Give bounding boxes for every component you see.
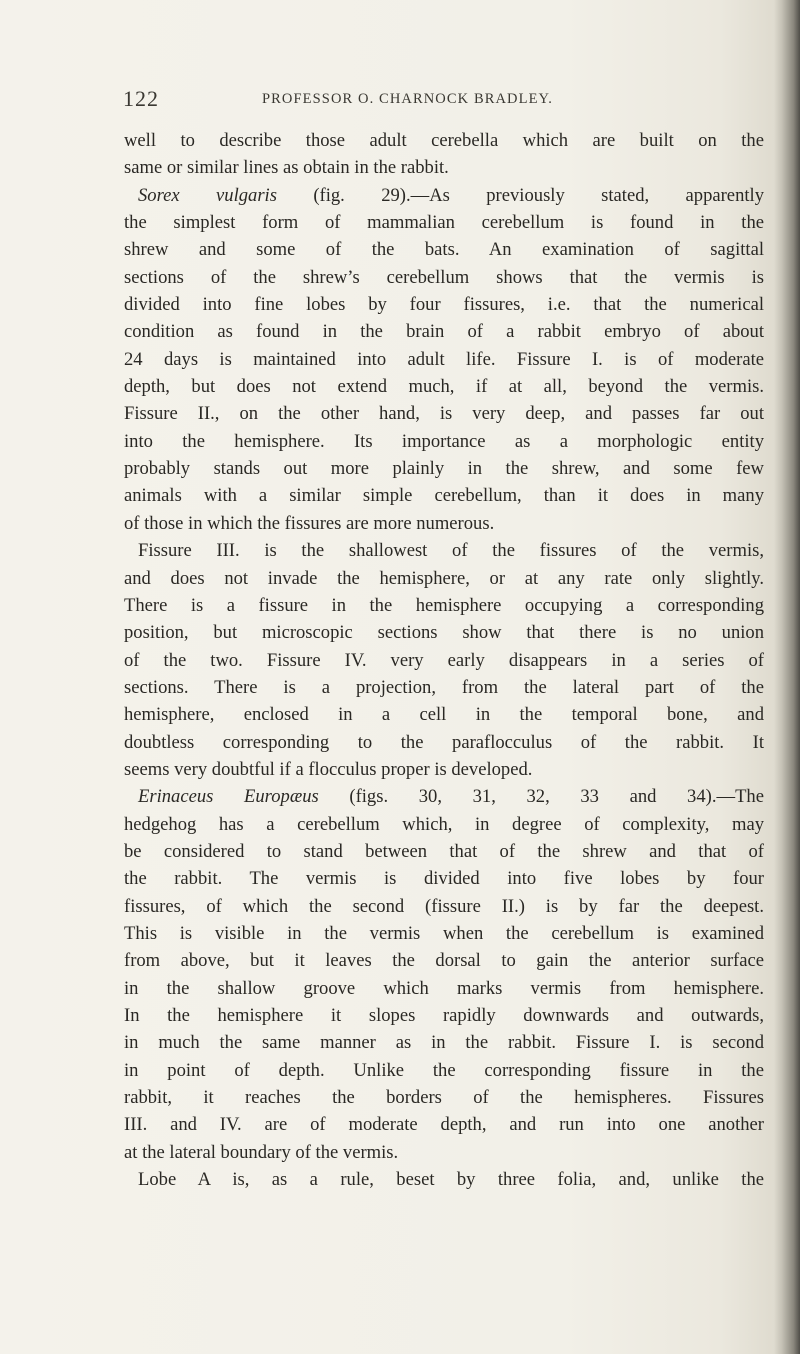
text-run: III. and IV. are of moderate depth, and run into one another: [124, 1114, 764, 1136]
text-run: fissures, of which the second (fissure II.) is by far the deepest.: [124, 895, 764, 917]
species-name: Erinaceus Europæus: [138, 786, 319, 808]
text-line: [124, 947, 764, 974]
text-line: [124, 154, 764, 181]
text-run: Lobe A is, as a rule, beset by three folia, and, unlike the: [138, 1169, 764, 1191]
text-run: (fig. 29).—As previously stated, apparently: [276, 184, 764, 206]
text-line: [124, 674, 764, 701]
text-run: In the hemisphere it slopes rapidly downwards and outwards,: [124, 1005, 764, 1026]
text-run: sections. There is a projection, from the lateral part of the: [124, 676, 764, 698]
text-line: [124, 428, 764, 455]
text-line: [124, 838, 764, 865]
running-head: PROFESSOR O. CHARNOCK BRADLEY.: [262, 91, 553, 107]
text-run: There is a fissure in the hemisphere occupying a corresponding: [124, 594, 764, 616]
text-line: [124, 482, 764, 509]
text-line: [124, 1111, 764, 1138]
text-line: [124, 209, 764, 236]
text-line: [124, 400, 764, 427]
text-run: Fissure III. is the shallowest of the fissures of the vermis,: [138, 540, 764, 562]
text-run: depth, but does not extend much, if at all, beyond the vermis.: [124, 376, 764, 398]
text-run: in much the same manner as in the rabbit. Fissure I. is second: [124, 1032, 764, 1054]
text-line: [124, 1139, 764, 1166]
page-header: [0, 86, 800, 116]
text-line: [124, 455, 764, 482]
text-run: and does not invade the hemisphere, or at any rate only slightly.: [124, 567, 764, 589]
text-run: hedgehog has a cerebellum which, in degree of complexity, may: [124, 813, 764, 835]
text-run: hemisphere, enclosed in a cell in the temporal bone, and: [124, 704, 764, 726]
text-run: position, but microscopic sections show that there is no union: [124, 622, 764, 644]
text-run: Fissure II., on the other hand, is very deep, and passes far out: [124, 403, 764, 425]
text-line: [124, 701, 764, 728]
text-run: seems very doubtful if a flocculus proper is developed.: [124, 758, 533, 780]
text-line: [124, 1057, 764, 1084]
text-run: animals with a similar simple cerebellum, than it does in many: [124, 485, 764, 507]
text-run: rabbit, it reaches the borders of the hemispheres. Fissures: [124, 1087, 764, 1109]
text-line: [124, 619, 764, 646]
text-line: [124, 1002, 764, 1029]
text-line: [124, 291, 764, 318]
text-run: in point of depth. Unlike the corresponding fissure in the: [124, 1059, 764, 1081]
text-line: [124, 1084, 764, 1111]
text-line: [124, 236, 764, 263]
text-line: [124, 565, 764, 592]
text-line: [124, 318, 764, 345]
text-run: (figs. 30, 31, 32, 33 and 34).—The: [318, 786, 764, 808]
text-line: [124, 346, 764, 373]
text-line: [124, 592, 764, 619]
text-run: probably stands out more plainly in the shrew, and some few: [124, 458, 764, 480]
text-line: [124, 1029, 764, 1056]
text-line: [124, 811, 764, 838]
text-run: condition as found in the brain of a rabbit embryo of about: [124, 321, 764, 343]
text-line: [124, 182, 764, 209]
text-run: of the two. Fissure IV. very early disappears in a series of: [124, 649, 764, 671]
text-run: sections of the shrew’s cerebellum shows that the vermis is: [124, 266, 764, 288]
text-line: [124, 975, 764, 1002]
text-run: This is visible in the vermis when the cerebellum is examined: [124, 922, 764, 944]
text-run: same or similar lines as obtain in the rabbit.: [124, 157, 449, 179]
text-line: [124, 127, 764, 154]
page-edge-shadow: [774, 0, 800, 1354]
text-line: [124, 920, 764, 947]
text-run: in the shallow groove which marks vermis from hemisphere.: [124, 977, 764, 999]
text-line: [124, 647, 764, 674]
text-line: [124, 1166, 764, 1193]
text-run: the simplest form of mammalian cerebellum is found in the: [124, 212, 764, 234]
text-line: [124, 756, 764, 783]
text-run: into the hemisphere. Its importance as a morphologic entity: [124, 430, 764, 452]
text-run: at the lateral boundary of the vermis.: [124, 1141, 399, 1163]
text-line: [124, 510, 764, 537]
text-line: [124, 264, 764, 291]
text-line: [124, 373, 764, 400]
text-run: shrew and some of the bats. An examination of sagittal: [124, 239, 764, 261]
text-run: of those in which the fissures are more numerous.: [124, 512, 495, 534]
text-run: 24 days is maintained into adult life. Fissure I. is of moderate: [124, 348, 764, 370]
text-line: [124, 865, 764, 892]
text-run: divided into fine lobes by four fissures, i.e. that the numerical: [124, 294, 764, 316]
text-line: [124, 893, 764, 920]
text-run: the rabbit. The vermis is divided into five lobes by four: [124, 868, 764, 890]
body-text: [124, 127, 764, 1193]
text-run: well to describe those adult cerebella which are built on the: [124, 130, 764, 151]
text-run: doubtless corresponding to the paraflocculus of the rabbit. It: [124, 731, 764, 753]
text-run: from above, but it leaves the dorsal to gain the anterior surface: [124, 950, 764, 972]
page-number: 122: [123, 86, 159, 111]
text-run: be considered to stand between that of the shrew and that of: [124, 840, 764, 862]
text-line: [124, 729, 764, 756]
species-name: Sorex vulgaris: [138, 184, 277, 206]
text-line: [124, 783, 764, 810]
text-line: [124, 537, 764, 564]
